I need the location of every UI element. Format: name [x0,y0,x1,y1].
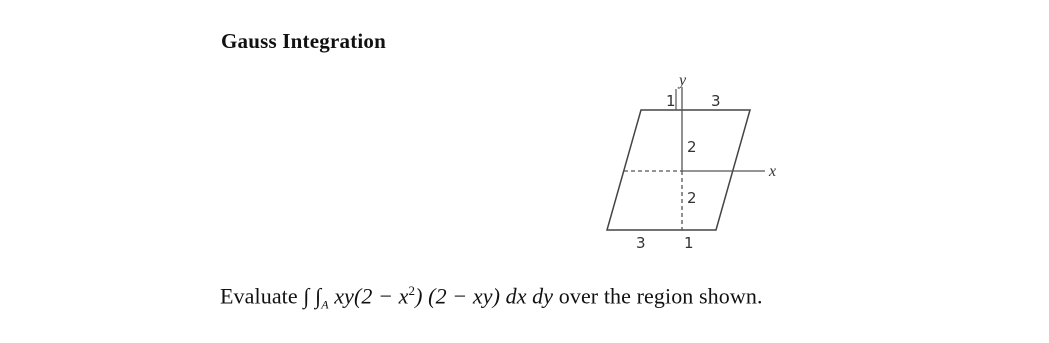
exponent: 2 [408,283,416,298]
region-parallelogram [607,110,750,230]
x-axis-label: x [769,163,777,180]
integrand-part-b: ) (2 − xy) dx dy [415,283,554,309]
label-lower-middle-2: 2 [687,189,697,207]
region-diagram [570,65,800,260]
integrand-part-a: xy(2 − x [328,283,409,309]
page-title: Gauss Integration [221,29,387,53]
problem-suffix: over the region shown. [553,283,763,309]
label-top-left-1: 1 [666,92,676,110]
y-axis-label: y [679,72,687,89]
label-upper-middle-2: 2 [687,138,697,156]
problem-prefix: Evaluate [220,283,298,309]
double-integral-symbol: ∫ ∫ [303,283,322,309]
label-bottom-right-1: 1 [684,234,694,252]
problem-statement [220,283,763,313]
label-top-right-3: 3 [711,92,721,110]
label-bottom-left-3: 3 [636,234,646,252]
region-subscript: A [321,297,329,312]
